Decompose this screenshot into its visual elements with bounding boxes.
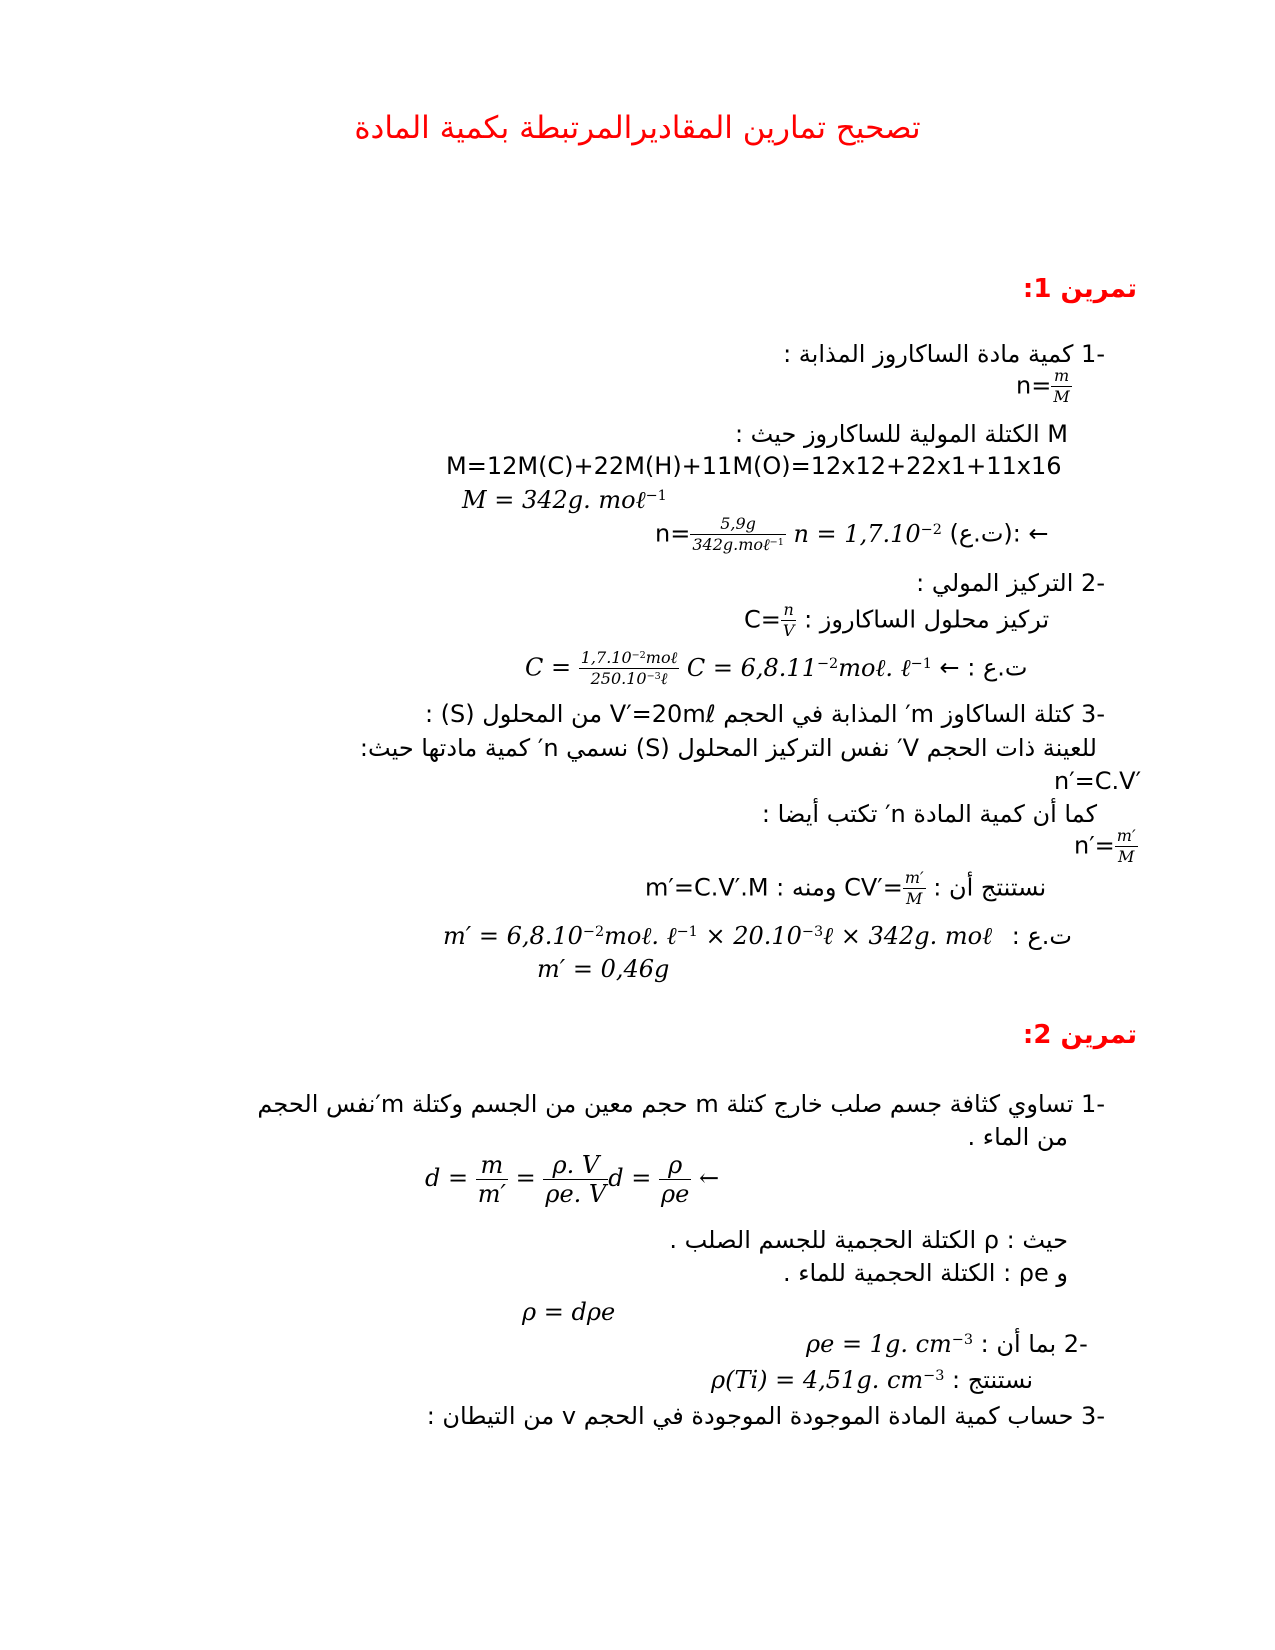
ex1-deduce-line: m′=C.V′.M ومنه : CV′= $\frac{m'}{M}$ نستنتج أن : [645,868,1047,908]
ex1-n-calc: n= $\frac{5,9g}{342g.mo\ell^{-1}}$ $n = 1,7.10^{-2}$ ← :(ت.ع) [655,514,1049,554]
ex2-where-rhoe: و ρe : الكتلة الحجمية للماء . [782,1259,1068,1287]
ex2-density-formula: d = $\frac{m}{m'}$ = $\frac{\rho. V}{\rho e. V}$ d = $\frac{\rho}{\rho e}$ ← [425,1151,720,1208]
ex1-mprime-result: m′ = 0,46g [537,955,670,983]
ex1-q3-line3: كما أن كمية المادة n′ تكتب أيضا : [761,800,1097,828]
ex1-q3-line2: للعينة ذات الحجم V′ نفس التركيز المحلول (S) نسمي n′ كمية مادتها حيث: [359,734,1097,762]
rho-over-rhoe-fraction: $\frac{\rho}{\rho e}$ [661,1151,690,1208]
c-calc-fraction: $\frac{1,7.10^{-2}mo\ell}{250.10^{-3}\ell}$ [580,648,678,688]
ex1-molar-mass-def: M الكتلة المولية للساكاروز حيث : [734,420,1068,448]
n-result-tag: ← :(ت.ع) [949,519,1049,548]
ex1-molar-mass-value: M = 342g. moℓ$^{-1}$ [462,486,667,514]
c-result-tag: ت.ع : ← [939,653,1028,682]
ex2-q2-label: -2 بما أن : [980,1330,1088,1358]
ex1-mprime-calc: $m' = 6,8.10^{-2}mo\ell$. ℓ$^{-1}$ × $20.10^{-3}\ell \times 342g$. moℓ ت.ع : [443,922,1073,950]
ex2-rho-relation: ρ = dρe [522,1298,616,1326]
cv-fraction: $\frac{m'}{M}$ [904,868,924,908]
mprime-over-M-fraction: $\frac{m'}{M}$ [1116,826,1136,866]
m-over-mprime-fraction: $\frac{m}{m'}$ [477,1151,506,1208]
n-calc-fraction: $\frac{5,9g}{342g.mo\ell^{-1}}$ [692,514,784,554]
n-result: $n = 1,7.10^{-2}$ [793,519,942,548]
c-result: $C = 6,8.11^{-2}mo\ell$. ℓ$^{-1}$ [686,653,932,682]
ex1-molar-mass-sum: M=12M(C)+22M(H)+11M(O)=12x12+22x1+11x16 [446,452,1062,480]
ex2-q3-label: -3 حساب كمية المادة الموجودة الموجودة في الحجم v من التيطان : [426,1402,1105,1430]
ex1-n-prime-formula: n′= $\frac{m'}{M}$ [1074,826,1136,866]
mprime-eq: m′=C.V′.M [645,873,769,902]
ex1-n-formula [1016,368,1072,405]
n-over-V-fraction: $\frac{n}{V}$ [782,600,795,640]
page-title: تصحيح تمارين المقاديرالمرتبطة بكمية المادة [354,110,921,146]
ex2-q1-line1: -1 تساوي كثافة جسم صلب خارج كتلة m حجم معين من الجسم وكتلة m′نفس الحجم [257,1090,1105,1118]
ex1-q1-label: -1 كمية مادة الساكاروز المذابة : [783,340,1105,368]
ex1-concentration-def: C= $\frac{n}{V}$ تركيز محلول الساكاروز : [744,600,1050,640]
ex1-n-prime-eq: n′=C.V′ [1054,767,1142,795]
n-lhs: n= [1016,371,1052,400]
ex2-deduce-line: ρ(Ti) = 4,51g. $cm^{-3}$ نستنتج : [711,1366,1034,1394]
ex1-q2-label: -2 التركيز المولي : [916,569,1105,597]
m-over-M-fraction: $\frac{m}{M}$ [1053,366,1070,406]
ex2-where-rho: حيث : ρ الكتلة الحجمية للجسم الصلب . [669,1226,1068,1254]
ex1-q3-label: -3 كتلة الساكاوز m′ المذابة في الحجم V′=20mℓ من المحلول (S) : [424,700,1105,728]
exercise-1-heading: تمرين 1: [1022,274,1137,304]
ex2-q1-line2: من الماء . [967,1123,1068,1151]
ex1-concentration-calc: C = $\frac{1,7.10^{-2}mo\ell}{250.10^{-3}\ell}$ $C = 6,8.11^{-2}mo\ell$. ℓ$^{-1}$ ت.ع : ← [525,648,1028,688]
rhoV-fraction: $\frac{\rho. V}{\rho e. V}$ [545,1151,607,1208]
ex2-q2-line: ρe = 1g. $cm^{-3}$ -2 بما أن : [806,1330,1088,1358]
exercise-2-heading: تمرين 2: [1022,1020,1137,1050]
